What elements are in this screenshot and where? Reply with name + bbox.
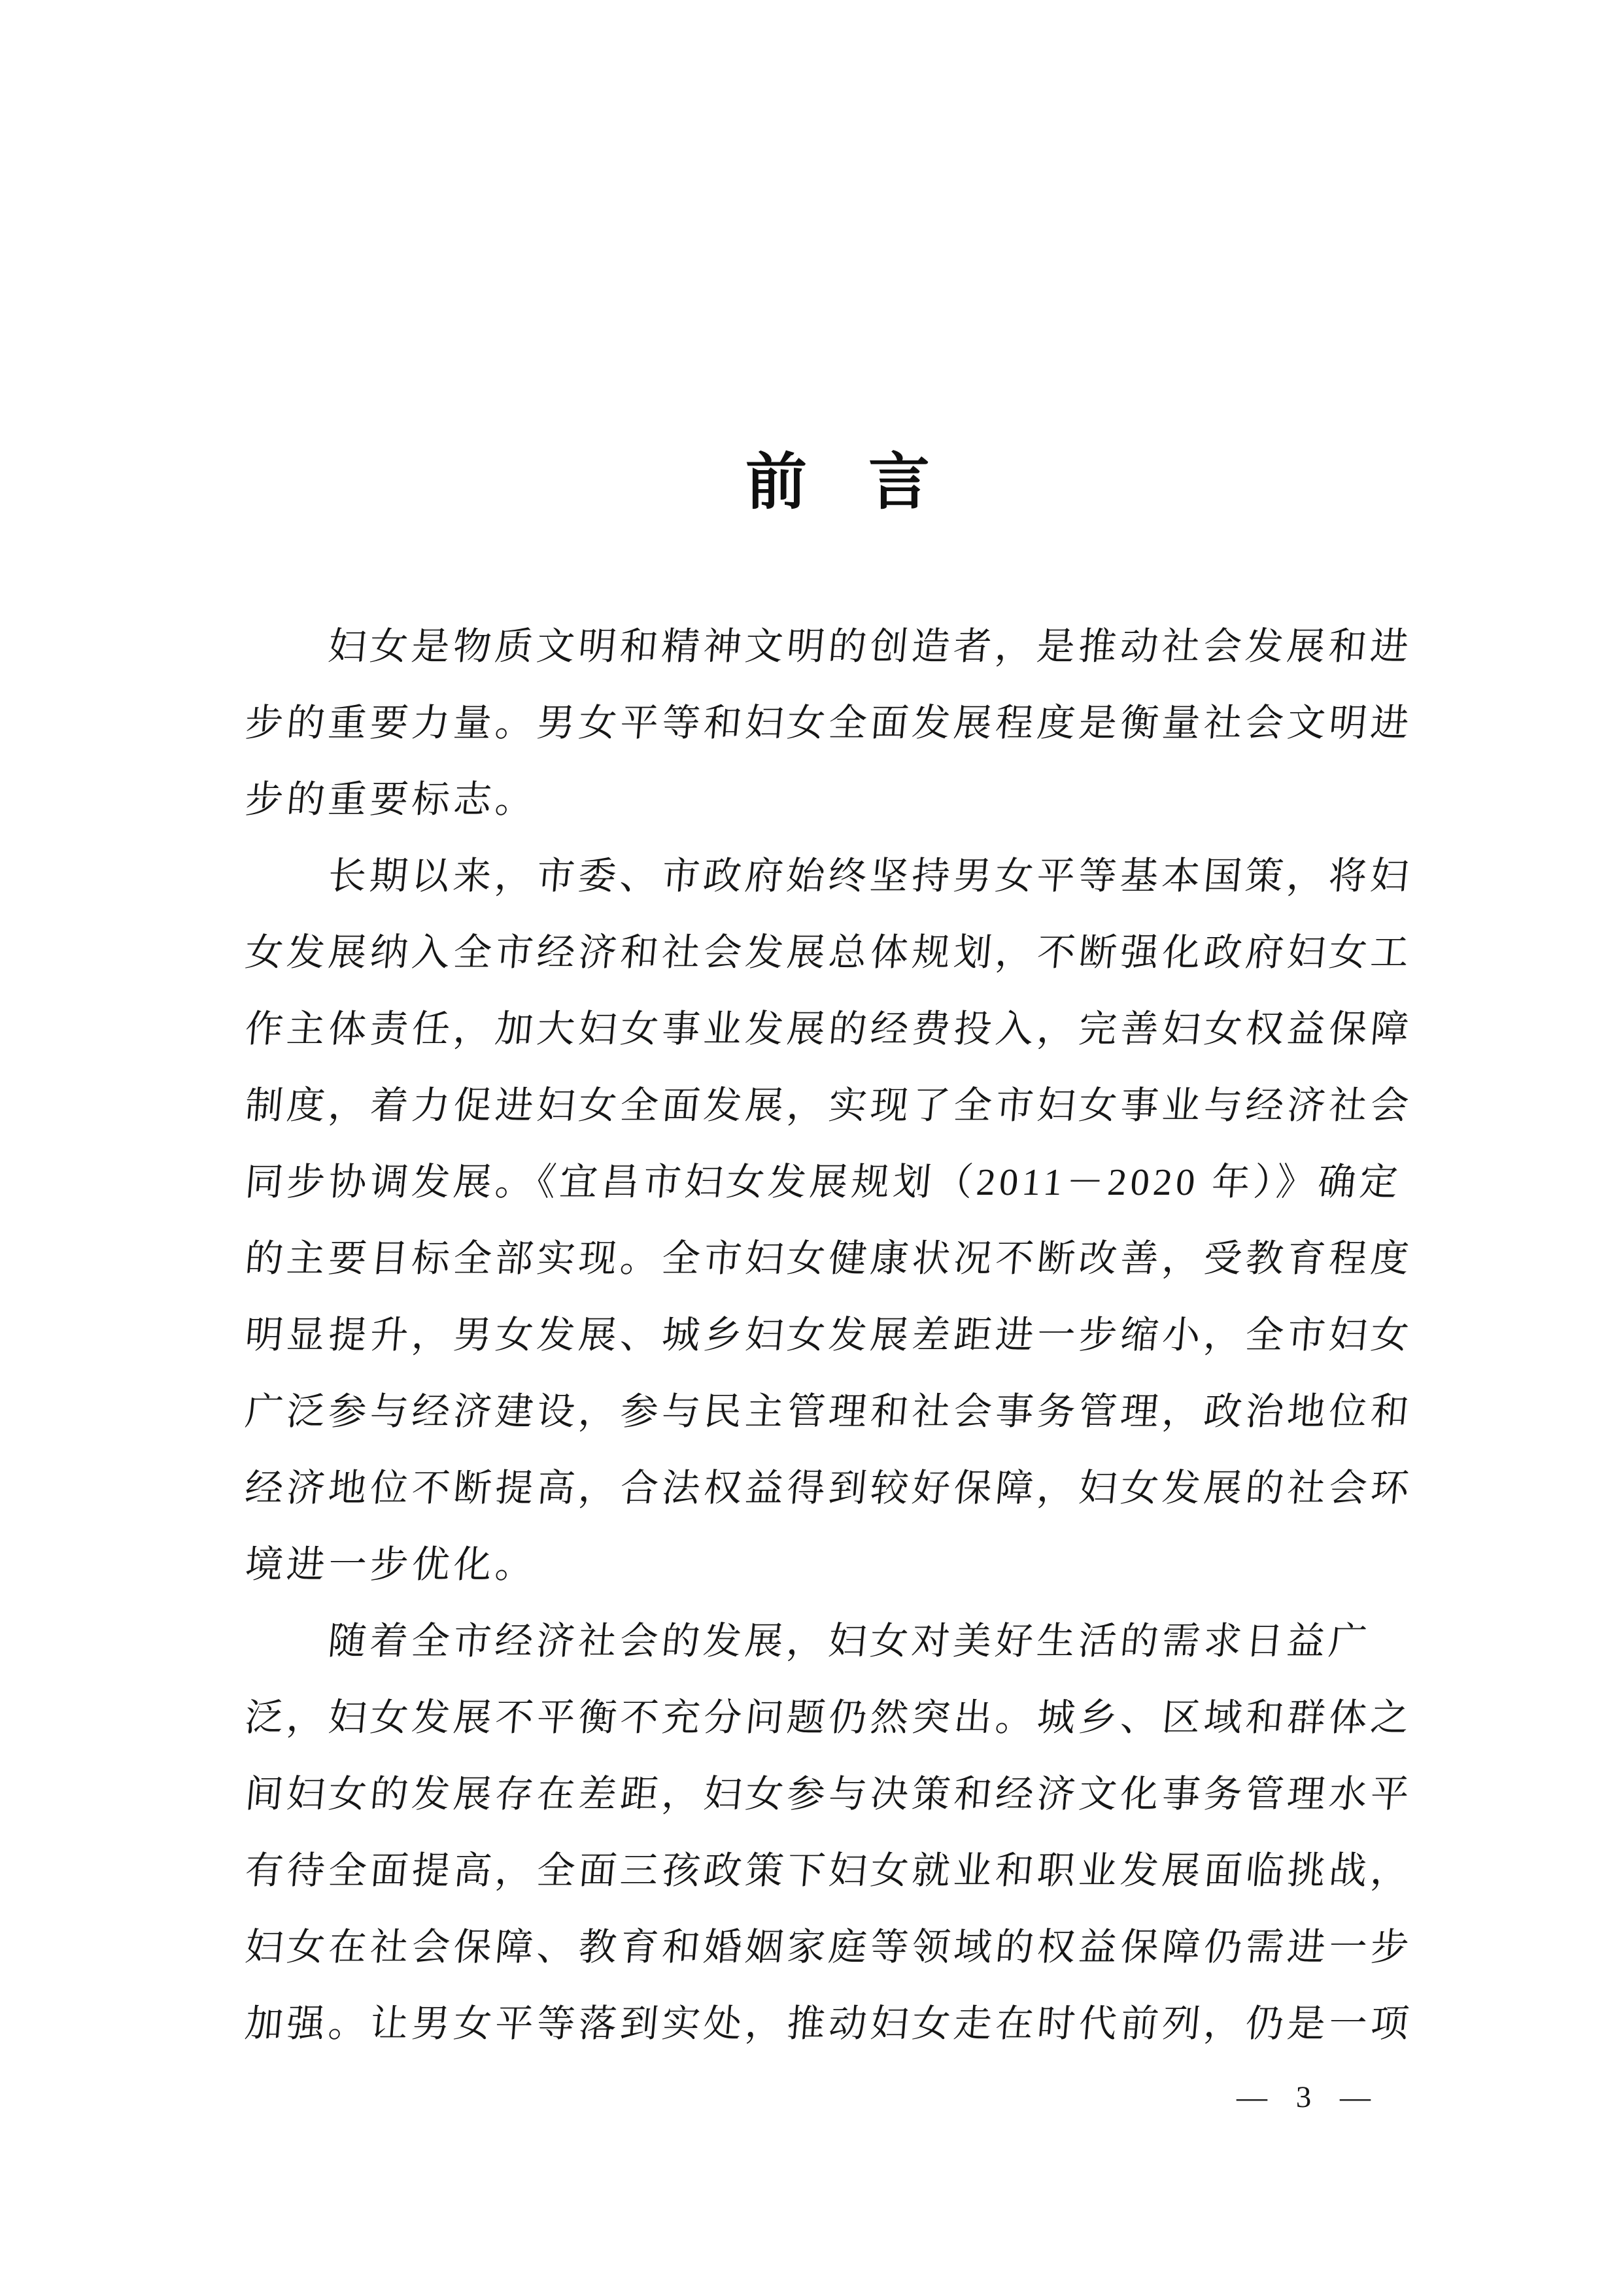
body-line: 步的重要标志。 bbox=[243, 778, 539, 821]
body-line: 妇女在社会保障、教育和婚姻家庭等领域的权益保障仍需进一步 bbox=[243, 1926, 1414, 1968]
body-line: 步的重要力量。男女平等和妇女全面发展程度是衡量社会文明进 bbox=[243, 702, 1414, 744]
body-line: 的主要目标全部实现。全市妇女健康状况不断改善，受教育程度 bbox=[243, 1237, 1414, 1280]
body-line: 作主体责任，加大妇女事业发展的经费投入，完善妇女权益保障 bbox=[243, 1008, 1414, 1050]
page-number: — 3 — bbox=[1237, 2080, 1381, 2114]
body-line: 随着全市经济社会的发展，妇女对美好生活的需求日益广 bbox=[326, 1620, 1373, 1662]
body-line: 境进一步优化。 bbox=[243, 1543, 539, 1586]
body-line: 有待全面提高，全面三孩政策下妇女就业和职业发展面临挑战， bbox=[243, 1849, 1414, 1892]
body-line: 妇女是物质文明和精神文明的创造者，是推动社会发展和进 bbox=[326, 625, 1414, 668]
body-line: 同步协调发展。《宜昌市妇女发展规划（2011－2020 年）》确定 bbox=[243, 1161, 1403, 1203]
body-line: 制度，着力促进妇女全面发展，实现了全市妇女事业与经济社会 bbox=[243, 1084, 1414, 1127]
body-line: 女发展纳入全市经济和社会发展总体规划，不断强化政府妇女工 bbox=[243, 931, 1414, 974]
page-title: 前 言 bbox=[745, 449, 930, 517]
body-text bbox=[245, 608, 1416, 2062]
body-line: 广泛参与经济建设，参与民主管理和社会事务管理，政治地位和 bbox=[243, 1390, 1414, 1433]
body-line: 长期以来，市委、市政府始终坚持男女平等基本国策，将妇 bbox=[326, 855, 1414, 897]
body-line: 间妇女的发展存在差距，妇女参与决策和经济文化事务管理水平 bbox=[243, 1773, 1414, 1815]
body-line: 经济地位不断提高，合法权益得到较好保障，妇女发展的社会环 bbox=[243, 1467, 1414, 1509]
body-line: 明显提升，男女发展、城乡妇女发展差距进一步缩小，全市妇女 bbox=[243, 1314, 1414, 1356]
body-line: 加强。让男女平等落到实处，推动妇女走在时代前列，仍是一项 bbox=[243, 2002, 1414, 2045]
body-line: 泛，妇女发展不平衡不充分问题仍然突出。城乡、区域和群体之 bbox=[243, 1696, 1414, 1739]
